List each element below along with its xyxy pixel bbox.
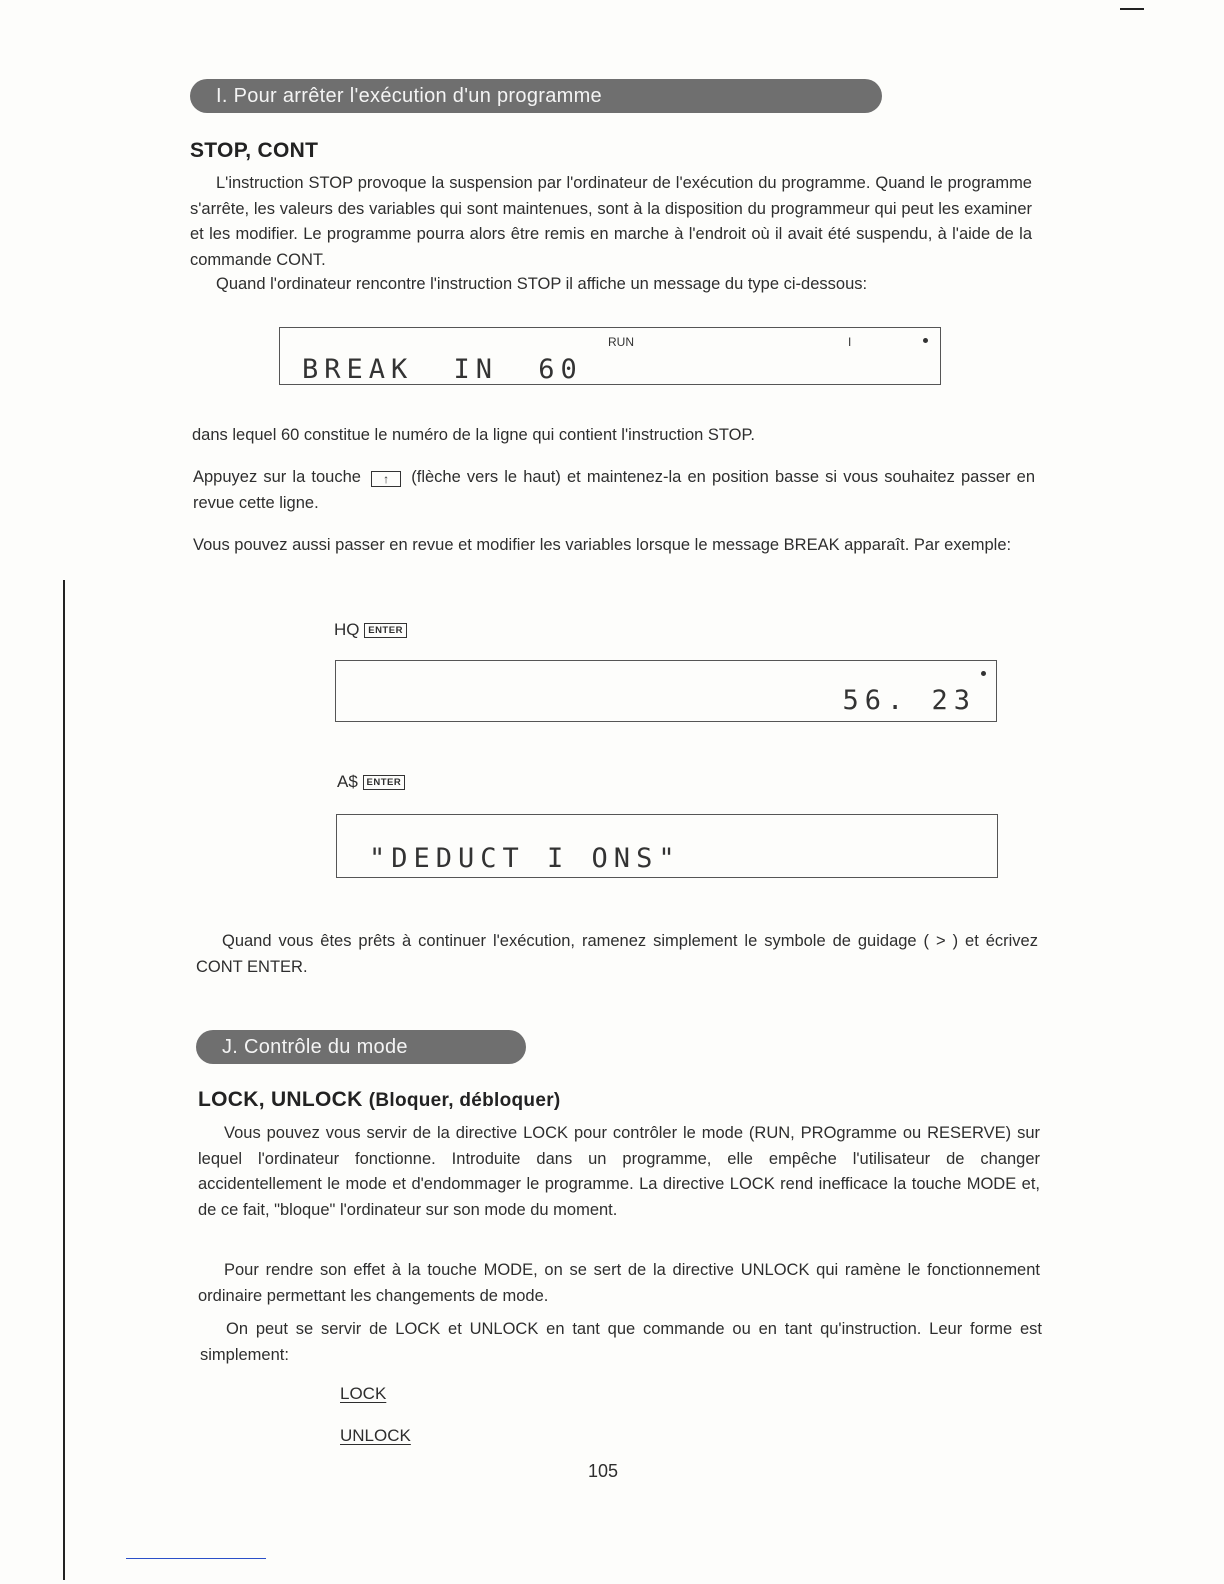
lcd-display-break — [279, 327, 941, 385]
section-i-paragraph-2: Quand l'ordinateur rencontre l'instruction STOP il affiche un message du type ci-dessous: — [216, 275, 868, 293]
section-j-heading-sub: (Bloquer, débloquer) — [368, 1090, 561, 1111]
bottom-rule — [126, 1558, 266, 1559]
top-right-dash — [1120, 8, 1144, 10]
section-i-heading: STOP, CONT — [190, 139, 319, 162]
section-i-paragraph-5: Vous pouvez aussi passer en revue et modifier les variables lorsque le message BREAK apparaît. Par exemple: — [193, 536, 1012, 554]
section-j-heading — [198, 1088, 561, 1112]
indicator-dot — [923, 338, 928, 343]
example-2-variable: A$ — [337, 772, 358, 791]
section-j-paragraph-1: Vous pouvez vous servir de la directive LOCK pour contrôler le mode (RUN, PROgramme ou RESERVE) sur lequel l'ordinateur fonctionne. Introduite dans un programme, elle empêche l'utilisateur de changer accidentellement le mode et d'endommager le programme. La directive LOCK rend inefficace la touche MODE et, de ce fait, "bloque" l'ordinateur sur son mode du moment. — [198, 1124, 1040, 1219]
margin-line — [63, 580, 65, 1580]
example-1-variable: HQ — [334, 620, 360, 639]
section-j-paragraph-2: Pour rendre son effet à la touche MODE, on se sert de la directive UNLOCK qui ramène le fonctionnement ordinaire permettant les changements de mode. — [198, 1261, 1040, 1305]
example-2-input — [337, 772, 405, 792]
page-number: 105 — [588, 1461, 619, 1481]
section-j-banner: J. Contrôle du mode — [196, 1030, 526, 1064]
paragraph-4-end: (flèche vers le haut) et maintenez-la en position basse si vous souhaitez passer en revue cette ligne. — [193, 468, 1036, 512]
section-j-heading-main: LOCK, UNLOCK — [198, 1088, 363, 1111]
code-lock: LOCK — [340, 1384, 387, 1403]
tick-indicator: I — [848, 335, 852, 349]
enter-key-icon: ENTER — [363, 775, 406, 790]
indicator-dot — [981, 671, 986, 676]
up-arrow-key-icon: ↑ — [371, 471, 401, 487]
run-indicator: RUN — [608, 335, 634, 349]
section-j-paragraph-3: On peut se servir de LOCK et UNLOCK en tant que commande ou en tant qu'instruction. Leur forme est simplement: — [200, 1320, 1042, 1364]
section-i-paragraph-6: Quand vous êtes prêts à continuer l'exécution, ramenez simplement le symbole de guidage ( > ) et écrivez CONT ENTER. — [196, 932, 1038, 976]
string-value: "DEDUCT I ONS" — [369, 843, 681, 874]
code-unlock: UNLOCK — [340, 1426, 411, 1445]
section-i-paragraph-4 — [193, 465, 1035, 516]
lcd-display-hq — [335, 660, 997, 722]
break-message: BREAK IN 60 — [302, 354, 583, 385]
paragraph-4-start: Appuyez sur la touche — [193, 468, 361, 486]
section-i-banner: I. Pour arrêter l'exécution d'un programme — [190, 79, 882, 113]
section-i-paragraph-1: L'instruction STOP provoque la suspension par l'ordinateur de l'exécution du programme. Quand le programme s'arrête, les valeurs des variables qui sont maintenues, sont à la disposition du programmeur qui peut les examiner et les modifier. Le programme pourra alors être remis en marche à l'endroit où il avait été suspendu, à l'aide de la commande CONT. — [190, 174, 1032, 269]
hq-value: 56. 23 — [842, 685, 976, 716]
enter-key-icon: ENTER — [364, 623, 407, 638]
example-1-input — [334, 620, 407, 640]
section-i-paragraph-3: dans lequel 60 constitue le numéro de la ligne qui contient l'instruction STOP. — [192, 426, 755, 444]
lcd-display-string — [336, 814, 998, 878]
